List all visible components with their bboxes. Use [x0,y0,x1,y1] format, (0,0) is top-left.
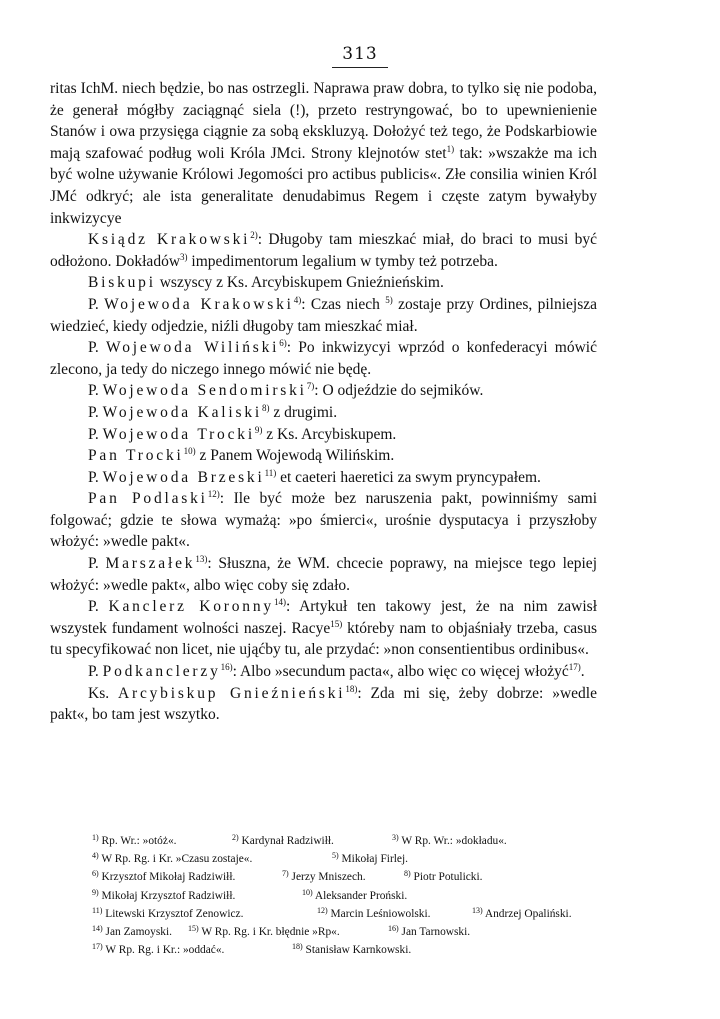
text-run: ritas IchM. niech będzie, bo nas ostrzegli. Naprawa praw dobra, to tylko się nie podoba, że generał mógłby zaciągnąć siela (!), przeto restryngować, bo to upewnienienie Stanów i owa przysięga ciągnie za sobą ekskluzyą. Dołożyć też tego, że Podskarbiowie mają szafować podług woli Króla JMci. Strony klejnotów stet [50,80,597,162]
footnote-number: 18) [292,942,303,952]
footnote-row [92,941,602,959]
speaker-name: Podkanclerzy [102,663,221,681]
footnote-text: Aleksander Proński. [314,889,408,902]
footnote-reference: 3) [180,251,188,262]
footnote [282,868,404,886]
footnote-number: 6) [92,869,99,879]
footnote [388,923,470,941]
text-run: P. [88,468,103,486]
text-run: z Panem Wojewodą Wilińskim. [195,447,395,465]
text-run: : Czas niech [301,295,386,313]
text-run: P. [88,555,106,573]
page-number [0,44,720,68]
text-run: P. [88,403,103,421]
footnote-text: Mikołaj Krzysztof Radziwiłł. [101,889,236,902]
footnote-text: Andrzej Opaliński. [484,907,572,920]
footnote-text: Litewski Krzysztof Zenowicz. [105,907,244,920]
footnote-text: Marcin Leśniowolski. [330,907,431,920]
speaker-name: Wojewoda Wiliński [106,339,280,357]
footnote-text: W Rp. Rg. i Kr.: »oddać«. [105,944,225,957]
speaker-name: Wojewoda Kaliski [102,403,263,421]
footnote-number: 17) [92,942,103,952]
footnote-number: 7) [282,869,289,879]
footnote-reference: 13) [195,554,208,565]
paragraph [50,337,597,380]
footnote-number: 3) [392,833,399,842]
page-number-text: 313 [332,44,387,68]
paragraph [50,467,597,489]
footnote-text: Mikołaj Firlej. [341,853,408,866]
footnote-text: Jerzy Mniszech. [291,871,366,884]
paragraph [50,402,597,424]
footnote [404,868,483,886]
text-run: : Albo »secundum pacta«, albo więc co więcej włożyć [232,663,569,681]
text-run: : Długoby tam mieszkać miał, do braci to musi być odłożono. Dokładów [50,231,597,270]
paragraph [50,683,597,726]
speaker-name: Wojewoda Trocki [102,425,255,443]
text-run: : Po inkwizycyi wprzód o konfederacyi mówić zlecono, ja tedy do niczego innego mówić nie będę. [50,339,597,378]
footnote-text: Stanisław Karnkowski. [305,944,412,957]
text-run: tak: »wszakże ma ich być wolne używanie Królowi Jegomości pro actibus publicis«. Złe consilia winien Król JMć odkryć; ale ista generalitate denudabimus Regem i częste zatym bywałyby inkwizycye [50,144,597,227]
footnote [188,923,388,941]
text-run: impedimentorum legalium w tymby też potrzeba. [187,252,498,270]
footnote [292,941,411,959]
footnote-text: Kardynał Radziwiłł. [241,835,334,847]
text-run: . [580,663,585,681]
speaker-name: Marszałek [105,555,196,573]
paragraph [50,380,597,402]
footnote-row [92,850,602,868]
footnote-reference: 4) [293,294,302,305]
text-run: z Ks. Arcybiskupem. [262,425,397,443]
footnote-reference: 18) [345,683,358,694]
footnote [232,832,392,850]
text-run: : O odjeździe do sejmików. [314,382,484,400]
footnote-reference: 17) [568,662,581,673]
footnote-row [92,832,602,850]
speaker-name: Arcybiskup Gnieźnieński [117,684,346,702]
text-run: P. [88,425,103,443]
text-run: wszyscy z Ks. Arcybiskupem Gnieźnieńskim. [155,274,444,292]
footnote-row [92,868,602,886]
footnote-number: 8) [404,869,411,879]
footnote-text: Krzysztof Mikołaj Radziwiłł. [101,871,236,884]
footnote-text: W Rp. Wr.: »dokładu«. [401,835,507,847]
text-run: P. [88,295,105,313]
footnote-number: 11) [92,905,103,915]
footnote [92,941,292,959]
footnote [392,832,507,850]
footnote [472,905,572,923]
footnote-number: 12) [317,905,328,915]
footnote-reference: 8) [262,402,270,413]
footnote-reference: 7) [306,381,315,392]
footnote-text: Jan Tarnowski. [401,926,471,939]
footnote-number: 5) [332,851,339,861]
speaker-name: Ksiądz Krakowski [88,231,251,249]
speaker-name: Wojewoda Brzeski [102,468,265,486]
speaker-name: Pan Trocki [88,447,184,465]
speaker-name: Kanclerz Koronny [108,598,274,616]
footnote [92,923,188,941]
footnote-text: Rp. Wr.: »otóż«. [101,835,177,847]
footnotes [92,832,602,959]
footnote [92,868,282,886]
text-run: P. [88,382,103,400]
paragraph [50,78,597,229]
footnote [332,850,408,868]
text-run: : Zda mi się, żeby dobrze: »wedle pakt«, bo tam jest wszytko. [50,684,597,724]
paragraph [50,488,597,553]
paragraph [50,229,597,272]
footnote-number: 10) [302,887,313,897]
footnote-number: 14) [92,924,103,934]
text-run: et caeteri haeretici za swym pryncypałem. [276,468,541,486]
footnote-number: 16) [388,924,399,934]
paragraph [50,272,597,294]
footnote-row [92,887,602,905]
footnote-text: Piotr Potulicki. [413,871,483,884]
footnote-reference: 10) [183,446,196,457]
text-run: zostaje przy Ordines, pilniejsza wiedzieć, kiedy odjedzie, niźli długoby tam mieszkać miał. [50,295,597,335]
footnote-reference: 12) [207,489,220,500]
footnote-reference: 14) [273,597,286,608]
text-run: z drugimi. [269,403,338,421]
text-run: : Artykuł ten takowy jest, że na nim zawisł wszystek fundament wolności naszej. Racye [50,598,597,637]
footnote-row [92,923,602,941]
speaker-name: Wojewoda Sendomirski [102,382,307,400]
footnote-number: 4) [92,851,99,861]
footnote-reference: 1) [446,143,455,154]
text-run: : Ile być może bez naruszenia pakt, powinniśmy sami folgować; gdzie te słowa wymażą: »po śmierci«, urośnie dysputacya i przyszłoby włożyć: »wedle pakt«. [50,490,598,551]
footnote-text: Jan Zamoyski. [105,926,172,939]
text-run: P. [88,598,109,616]
footnote-number: 1) [92,833,99,842]
text-run: P. [88,339,107,357]
footnote [92,850,332,868]
footnote-number: 13) [472,905,483,915]
paragraph [50,661,597,683]
speaker-name: Biskupi [88,274,156,292]
footnote [302,887,407,905]
footnote-reference: 9) [254,424,263,435]
footnote-reference: 2) [250,230,258,241]
footnote-reference: 6) [279,338,287,349]
footnote-text: W Rp. Rg. i Kr. błędnie »Rp«. [201,926,340,939]
footnote [92,905,317,923]
footnote-number: 2) [232,833,239,842]
footnote-reference: 16) [220,662,233,673]
text-run: P. [88,663,103,681]
text-run: Ks. [88,684,118,702]
paragraph [50,596,597,661]
paragraph [50,445,597,467]
paragraph [50,553,597,596]
footnote-text: W Rp. Rg. i Kr. »Czasu zostaje«. [101,853,253,866]
body-text [50,78,597,726]
footnote [92,832,232,850]
footnote-reference: 11) [264,467,277,478]
footnote-reference: 5) [385,294,393,305]
footnote-number: 15) [188,924,199,934]
text-run: : Słuszna, że WM. chcecie poprawy, na miejsce tego lepiej włożyć: »wedle pakt«, albo więc coby się zdało. [50,555,597,594]
paragraph [50,294,597,337]
footnote [92,887,302,905]
speaker-name: Pan Podlaski [88,490,208,508]
text-run: któreby nam to objaśniały trzeba, casus tu specyfikować non licet, nie ująćby tu, ale przydać: »non consentientibus ordinibus«. [50,619,597,659]
footnote-number: 9) [92,887,99,897]
footnote [317,905,472,923]
footnote-reference: 15) [330,618,343,629]
footnote-row [92,905,602,923]
speaker-name: Wojewoda Krakowski [104,295,294,313]
paragraph [50,424,597,446]
